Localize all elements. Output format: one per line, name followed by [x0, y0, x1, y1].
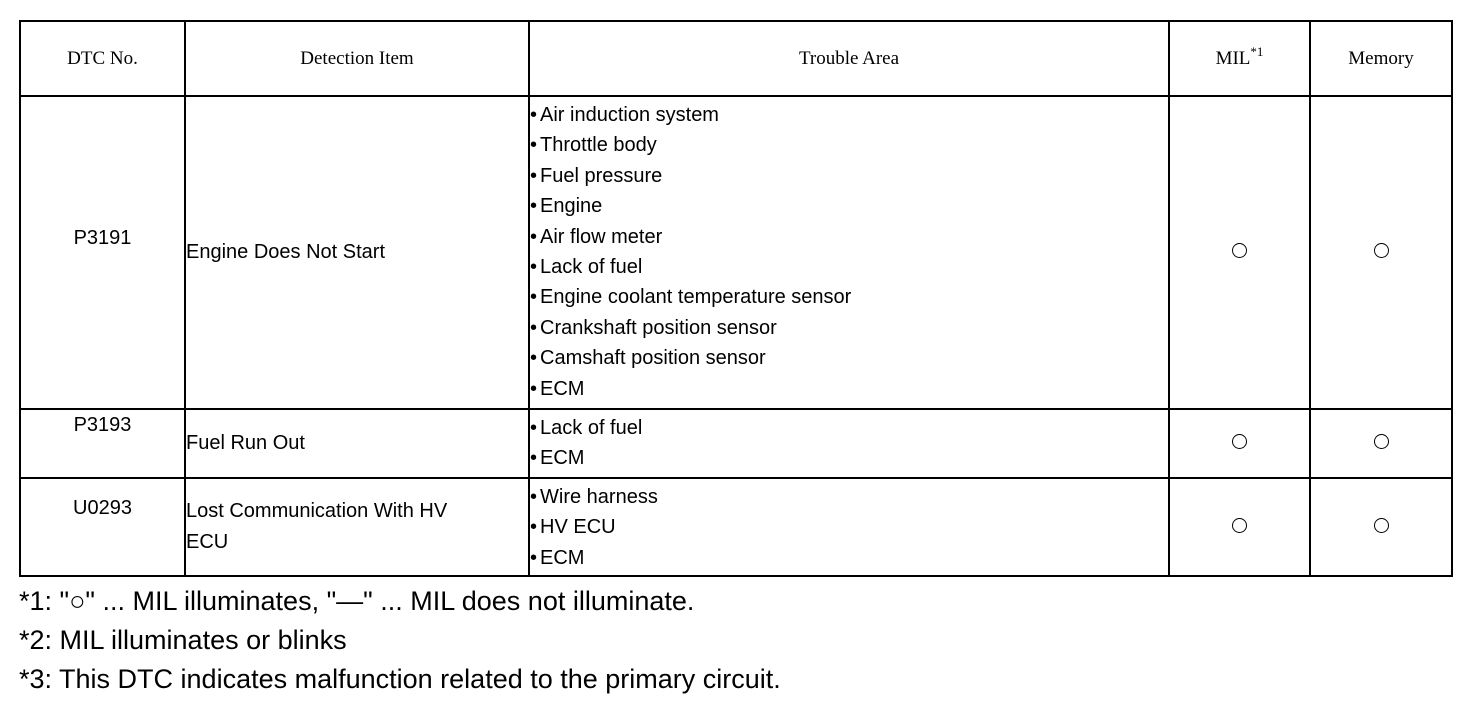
memory-cell [1310, 478, 1452, 576]
trouble-area [529, 409, 1169, 478]
header-detection-item: Detection Item [185, 21, 529, 96]
trouble-area [529, 478, 1169, 576]
circle-icon [1232, 434, 1247, 449]
header-mil [1169, 21, 1310, 96]
circle-icon [1232, 243, 1247, 258]
trouble-item: • ECM [530, 374, 1168, 404]
trouble-item: • ECM [530, 543, 1168, 573]
header-mil-label: MIL [1215, 47, 1251, 69]
trouble-item: • ECM [530, 443, 1168, 473]
trouble-item: • Wire harness [530, 482, 1168, 512]
trouble-item: • Lack of fuel [530, 413, 1168, 443]
trouble-item: • Engine coolant temperature sensor [530, 282, 1168, 312]
trouble-item: • Air induction system [530, 100, 1168, 130]
header-mil-footnote: *1 [1250, 43, 1264, 59]
footnotes [19, 582, 781, 699]
table-row [20, 409, 1452, 478]
dtc-code: P3191 [20, 96, 185, 409]
trouble-item: • Engine [530, 191, 1168, 221]
circle-icon [1374, 518, 1389, 533]
header-row [20, 21, 1452, 96]
trouble-item: • Crankshaft position sensor [530, 313, 1168, 343]
trouble-item: • Fuel pressure [530, 161, 1168, 191]
trouble-item: • Throttle body [530, 130, 1168, 160]
trouble-item: • Camshaft position sensor [530, 343, 1168, 373]
memory-cell [1310, 96, 1452, 409]
footnote-1: *1: "○" ... MIL illuminates, "—" ... MIL does not illuminate. [19, 586, 695, 616]
footnote-2: *2: MIL illuminates or blinks [19, 625, 347, 655]
header-memory: Memory [1310, 21, 1452, 96]
header-dtc-no: DTC No. [20, 21, 185, 96]
header-trouble-area: Trouble Area [529, 21, 1169, 96]
table-row [20, 478, 1452, 576]
mil-cell [1169, 478, 1310, 576]
detection-item: Engine Does Not Start [185, 96, 529, 409]
dtc-code: P3193 [20, 409, 185, 478]
trouble-item: • Air flow meter [530, 222, 1168, 252]
detection-item: Fuel Run Out [185, 409, 529, 478]
detection-item: Lost Communication With HV ECU [185, 478, 529, 576]
mil-cell [1169, 409, 1310, 478]
circle-icon [1374, 243, 1389, 258]
trouble-list [530, 413, 1168, 474]
circle-icon [1232, 518, 1247, 533]
trouble-area [529, 96, 1169, 409]
dtc-code: U0293 [20, 478, 185, 576]
trouble-item: • HV ECU [530, 512, 1168, 542]
trouble-list [530, 482, 1168, 573]
dtc-table [19, 20, 1453, 577]
memory-cell [1310, 409, 1452, 478]
trouble-item: • Lack of fuel [530, 252, 1168, 282]
circle-icon [1374, 434, 1389, 449]
mil-cell [1169, 96, 1310, 409]
table-row [20, 96, 1452, 409]
footnote-3: *3: This DTC indicates malfunction related to the primary circuit. [19, 664, 781, 694]
trouble-list [530, 100, 1168, 404]
